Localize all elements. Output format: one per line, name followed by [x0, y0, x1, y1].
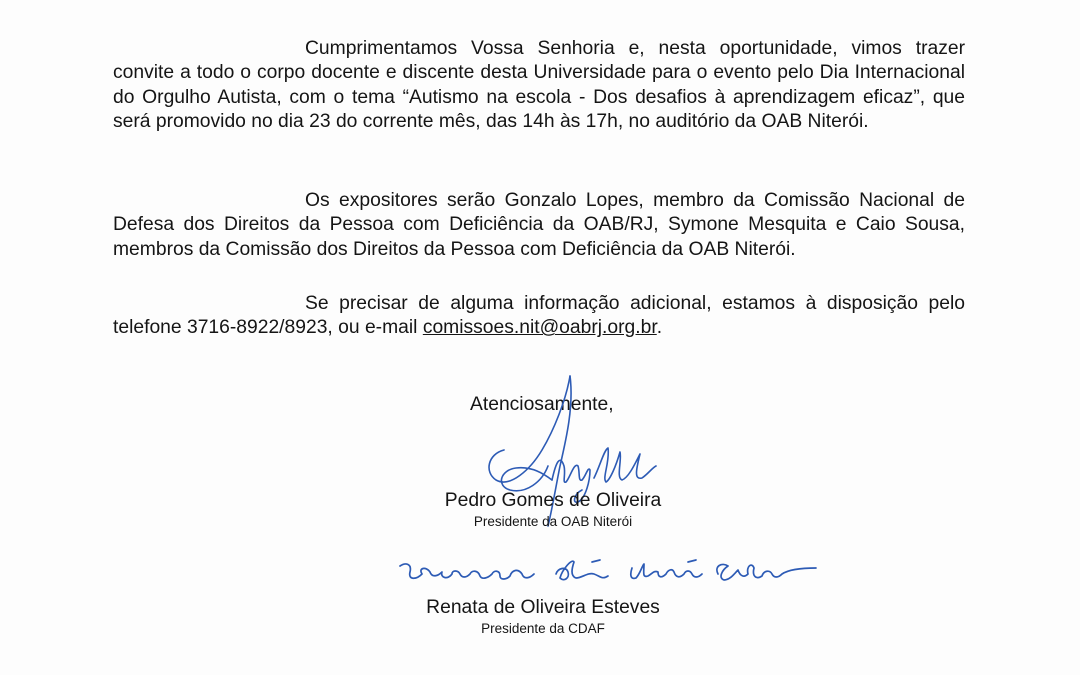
- closing-salutation: Atenciosamente,: [470, 394, 614, 415]
- signer-name: Renata de Oliveira Esteves: [426, 597, 660, 618]
- email-link[interactable]: comissoes.nit@oabrj.org.br: [422, 317, 657, 339]
- contact-text: Se precisar de alguma informação adicional, estamos à disposição pelo telefone 3716-8922/8923, ou e-mail: [113, 293, 965, 339]
- paragraph-speakers: Os expositores serão Gonzalo Lopes, membro da Comissão Nacional de Defesa dos Direitos da Pessoa com Deficiência da OAB/RJ, Symone Mesquita e Caio Sousa, membros da Comissão dos Direitos da Pessoa com Deficiência da OAB Niterói.: [113, 190, 965, 260]
- contact-end: .: [656, 317, 663, 339]
- signer-block-president-cdaf: [398, 596, 688, 638]
- signer-block-president-oab: [408, 489, 698, 531]
- signature-renata: [396, 556, 820, 592]
- paragraph-invitation: Cumprimentamos Vossa Senhoria e, nesta oportunidade, vimos trazer convite a todo o corpo docente e discente desta Universidade para o evento pelo Dia Internacional do Orgulho Autista, com o tema “Autismo na escola - Dos desafios à aprendizagem eficaz”, que será promovido no dia 23 do corrente mês, das 14h às 17h, no auditório da OAB Niterói.: [113, 38, 965, 133]
- signer-name: Pedro Gomes de Oliveira: [444, 490, 662, 511]
- signer-role: Presidente da CDAF: [481, 621, 605, 636]
- signer-role: Presidente da OAB Niterói: [473, 514, 633, 529]
- paragraph-contact: [113, 292, 965, 341]
